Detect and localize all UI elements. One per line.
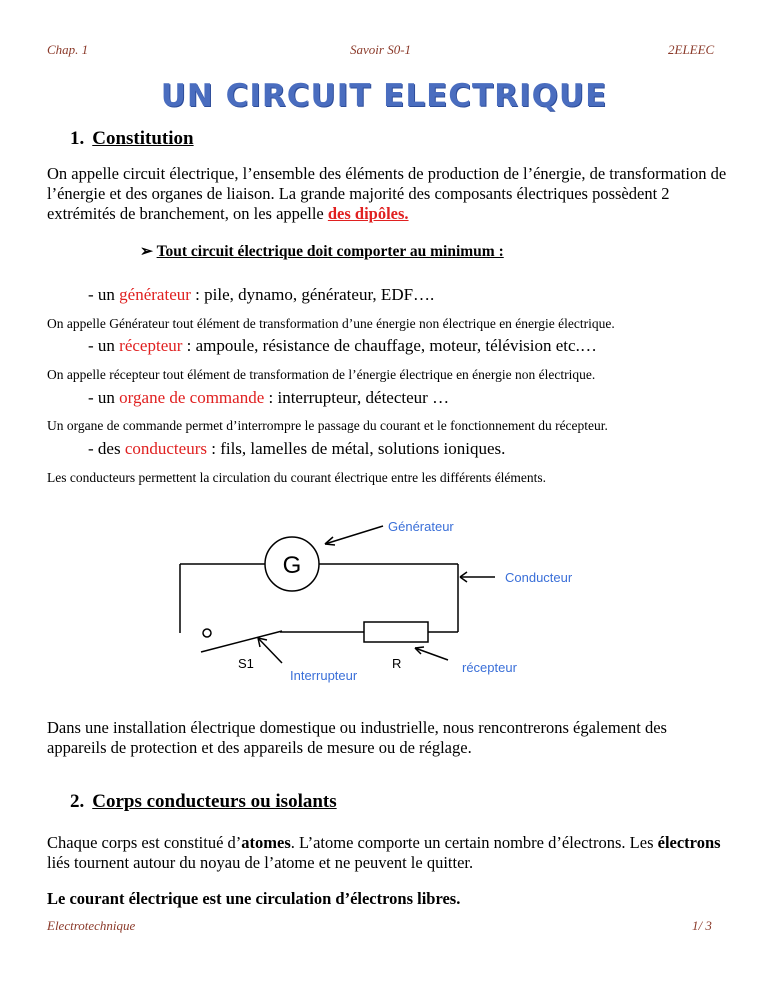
item-rest: : ampoule, résistance de chauffage, moteur, télévision etc.… [182,336,597,355]
arrow-bullet-icon: ➢ [140,243,153,260]
footer-page-number: 1/ 3 [692,918,712,933]
label-resistor-ref: R [392,656,402,671]
requirement-text: Tout circuit électrique doit comporter au minimum : [156,243,504,260]
item-prefix: - un [88,285,120,304]
header-chapter: Chap. 1 [47,42,89,57]
resistor-box [364,622,428,642]
section1-closing: Dans une installation électrique domestique ou industrielle, nous rencontrerons également des appareils de protection et des appareils de mesure ou de réglage. [47,718,667,757]
section1-number: 1. [70,128,85,149]
generator-symbol: G [282,552,302,579]
item-control-desc: Un organe de commande permet d’interrompre le passage du courant et le fonctionnement du récepteur. [47,418,608,433]
text-run: liés tournent autour du noyau de l’atome et ne peuvent le quitter. [47,853,474,872]
item-rest: : pile, dynamo, générateur, EDF…. [190,285,435,304]
section2-statement: Le courant électrique est une circulation d’électrons libres. [47,889,461,908]
item-rest: : interrupteur, détecteur … [264,388,450,407]
text-run: . L’atome comporte un certain nombre d’électrons. Les [290,833,658,852]
section1-intro [47,164,727,224]
circuit-diagram [170,510,590,700]
item-prefix: - des [88,439,125,458]
text-run: Chaque corps est constitué d’ [47,833,242,852]
arrow-generator-line [325,526,383,544]
item-rest: : fils, lamelles de métal, solutions ioniques. [206,439,506,458]
item-generator [88,285,434,305]
requirement-bullet [140,242,504,261]
section1-title: Constitution [92,128,194,149]
section1-heading [70,128,194,150]
item-term: récepteur [119,336,183,355]
switch-blade [201,631,282,652]
item-generator-desc: On appelle Générateur tout élément de transformation d’une énergie non électrique en énergie électrique. [47,316,615,331]
item-receiver-desc: On appelle récepteur tout élément de transformation de l’énergie électrique en énergie non électrique. [47,367,596,382]
footer-subject: Electrotechnique [47,918,136,933]
item-term: générateur [119,285,191,304]
term-atomes: atomes [241,833,291,852]
section2-paragraph [47,833,727,873]
section2-number: 2. [70,791,85,812]
item-term: conducteurs [124,439,207,458]
arrow-switch-line [258,638,282,663]
header-savoir: Savoir S0-1 [350,42,412,57]
page-title: UN CIRCUIT ELECTRIQUE [160,78,608,114]
item-prefix: - un [88,388,120,407]
switch-contact [203,629,211,637]
intro-highlight: des dipôles. [327,204,409,223]
item-prefix: - un [88,336,120,355]
item-receiver [88,336,597,356]
intro-text: On appelle circuit électrique, l’ensemble des éléments de production de l’énergie, de transformation de l’énergie et des organes de liaison. La grande majorité des composants électriques possèdent 2 extrémités de branchement, on les appelle [47,164,727,223]
item-control [88,388,449,408]
label-generator: Générateur [388,519,454,534]
label-conductor: Conducteur [505,570,573,585]
label-receiver: récepteur [462,660,517,675]
term-electrons: électrons [657,833,721,852]
section2-heading [70,791,337,813]
item-conductors-desc: Les conducteurs permettent la circulation du courant électrique entre les différents éléments. [47,470,547,485]
label-switch-ref: S1 [238,656,254,671]
section2-title: Corps conducteurs ou isolants [92,791,337,812]
label-switch: Interrupteur [290,668,358,683]
item-conductors [88,439,505,459]
header-class: 2ELEEC [668,42,715,57]
item-term: organe de commande [119,388,265,407]
